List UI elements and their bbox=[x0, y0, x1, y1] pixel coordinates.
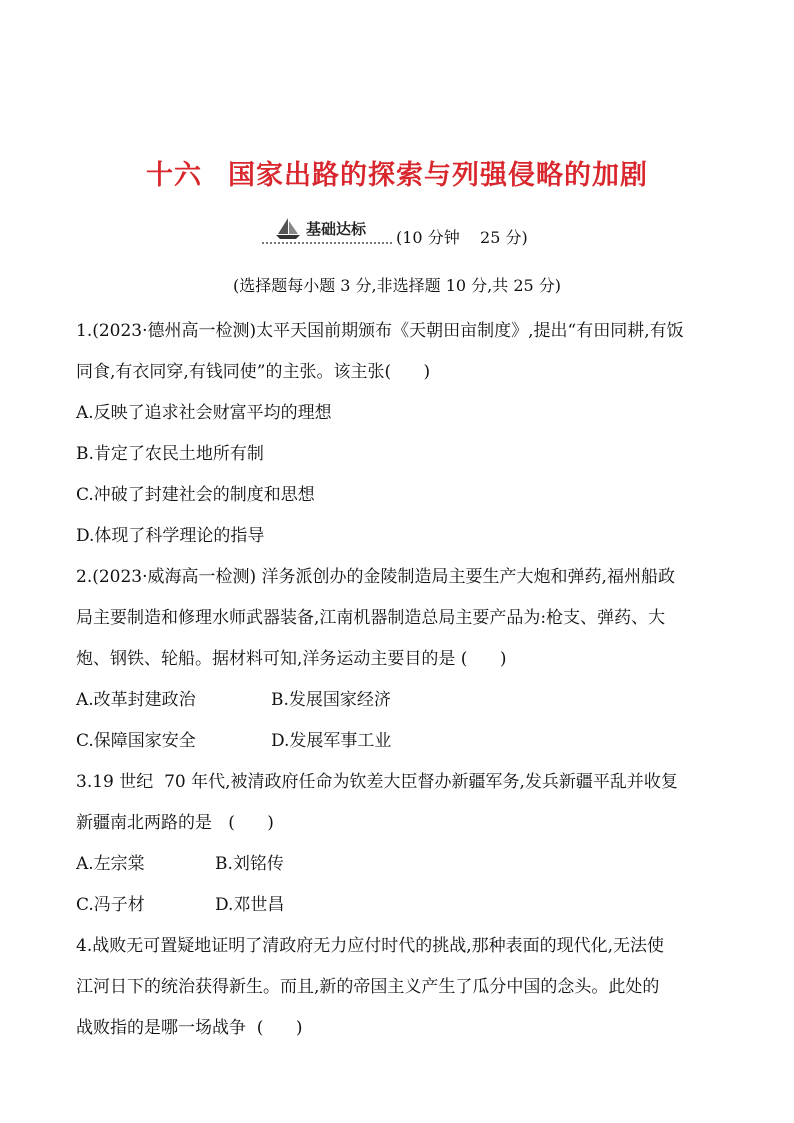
question-4-line-1: 4.战败无可置疑地证明了清政府无力应付时代的挑战,那种表面的现代化,无法使 bbox=[76, 936, 665, 956]
question-3 bbox=[76, 762, 721, 926]
question-2-line-1: 2.(2023·威海高一检测) 洋务派创办的金陵制造局主要生产大炮和弹药,福州船政 bbox=[76, 567, 675, 587]
question-4-line-3: 战败指的是哪一场战争 ( ) bbox=[76, 1018, 303, 1038]
question-1-option-d: D.体现了科学理论的指导 bbox=[76, 526, 265, 546]
sailboat-icon bbox=[274, 216, 302, 240]
question-2-line-2: 局主要制造和修理水师武器装备,江南机器制造总局主要产品为:枪支、弹药、大 bbox=[76, 608, 666, 628]
question-1 bbox=[76, 311, 721, 557]
question-2-line-3: 炮、钢铁、轮船。据材料可知,洋务运动主要目的是 ( ) bbox=[76, 649, 507, 669]
question-1-option-b: B.肯定了农民土地所有制 bbox=[76, 444, 264, 464]
question-3-option-b: B.刘铭传 bbox=[215, 854, 284, 874]
question-1-option-a: A.反映了追求社会财富平均的理想 bbox=[76, 403, 332, 423]
question-3-option-a: A.左宗棠 bbox=[76, 854, 145, 874]
question-2-option-c: C.保障国家安全 bbox=[76, 731, 196, 751]
question-1-option-c: C.冲破了封建社会的制度和思想 bbox=[76, 485, 315, 505]
section-time: (10 分钟 25 分) bbox=[396, 228, 528, 247]
question-3-option-d: D.邓世昌 bbox=[215, 895, 285, 915]
question-3-line-2: 新疆南北两路的是 ( ) bbox=[76, 813, 274, 833]
title-number: 十六 bbox=[146, 160, 202, 191]
question-3-line-1: 3.19 世纪 70 年代,被清政府任命为钦差大臣督办新疆军务,发兵新疆平乱并收复 bbox=[76, 772, 678, 792]
section-header bbox=[262, 214, 528, 247]
question-4-line-2: 江河日下的统治获得新生。而且,新的帝国主义产生了瓜分中国的念头。此处的 bbox=[76, 977, 660, 997]
question-list bbox=[76, 311, 721, 1049]
question-2 bbox=[76, 557, 721, 762]
section-badge bbox=[262, 218, 392, 244]
page-title bbox=[0, 153, 794, 192]
title-text: 国家出路的探索与列强侵略的加剧 bbox=[228, 160, 648, 191]
question-2-option-b: B.发展国家经济 bbox=[271, 690, 391, 710]
scoring-note: (选择题每小题 3 分,非选择题 10 分,共 25 分) bbox=[232, 276, 562, 295]
question-1-line-2: 同食,有衣同穿,有钱同使”的主张。该主张( ) bbox=[76, 362, 431, 382]
question-3-option-c: C.冯子材 bbox=[76, 895, 145, 915]
question-1-line-1: 1.(2023·德州高一检测)太平天国前期颁布《天朝田亩制度》,提出“有田同耕,有饭 bbox=[76, 321, 684, 341]
question-2-option-d: D.发展军事工业 bbox=[271, 731, 392, 751]
question-4 bbox=[76, 926, 721, 1049]
section-badge-label: 基础达标 bbox=[306, 220, 367, 238]
question-2-option-a: A.改革封建政治 bbox=[76, 690, 196, 710]
